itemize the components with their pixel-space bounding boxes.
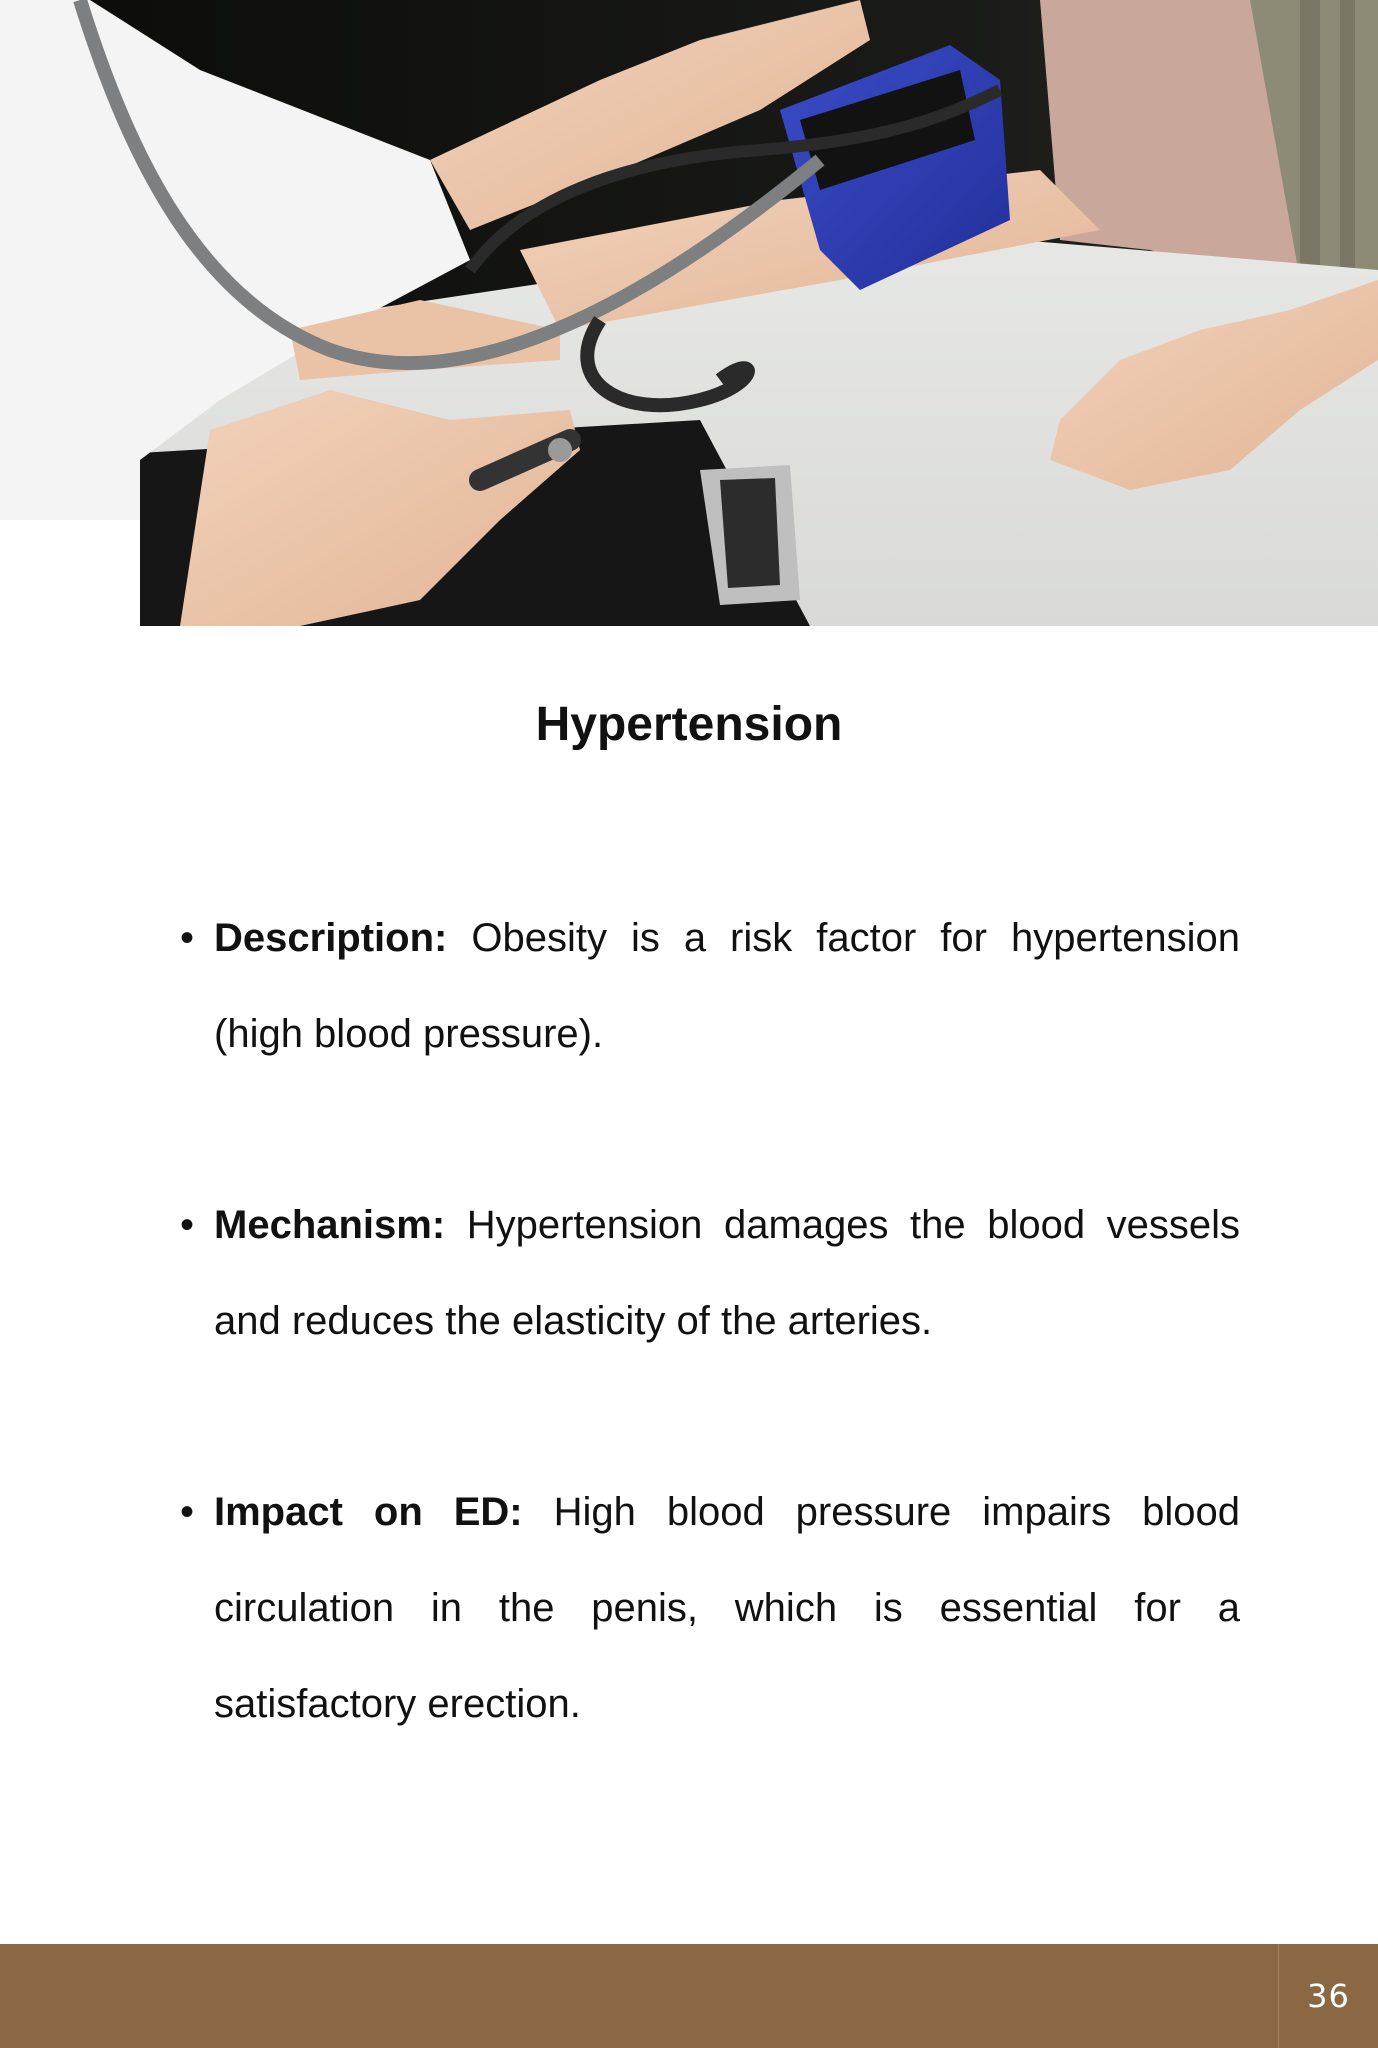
list-item xyxy=(180,890,1240,1082)
blood-pressure-photo-icon xyxy=(0,0,1378,626)
bullet-dot-icon: • xyxy=(180,916,195,960)
hero-image xyxy=(0,0,1378,626)
bullet-text: Obesity is a risk factor for hypertension (high blood pressure). xyxy=(214,916,1240,1056)
bullet-text: Hypertension damages the blood vessels and reduces the elasticity of the arteries. xyxy=(214,1203,1240,1343)
bullet-dot-icon: • xyxy=(180,1490,195,1534)
bullet-label: Mechanism: xyxy=(214,1203,446,1247)
page-number: 36 xyxy=(1278,1944,1378,2048)
bullet-label: Impact on ED: xyxy=(214,1490,523,1534)
page-title: Hypertension xyxy=(535,698,843,751)
list-item xyxy=(180,1177,1240,1369)
list-item xyxy=(180,1464,1241,1752)
bullet-text: High blood pressure impairs blood circulation in the penis, which is essential for a satisfactory erection. xyxy=(214,1490,1241,1726)
footer-bar xyxy=(0,1944,1378,2048)
bullet-label: Description: xyxy=(214,916,448,960)
bullet-dot-icon: • xyxy=(180,1203,195,1247)
